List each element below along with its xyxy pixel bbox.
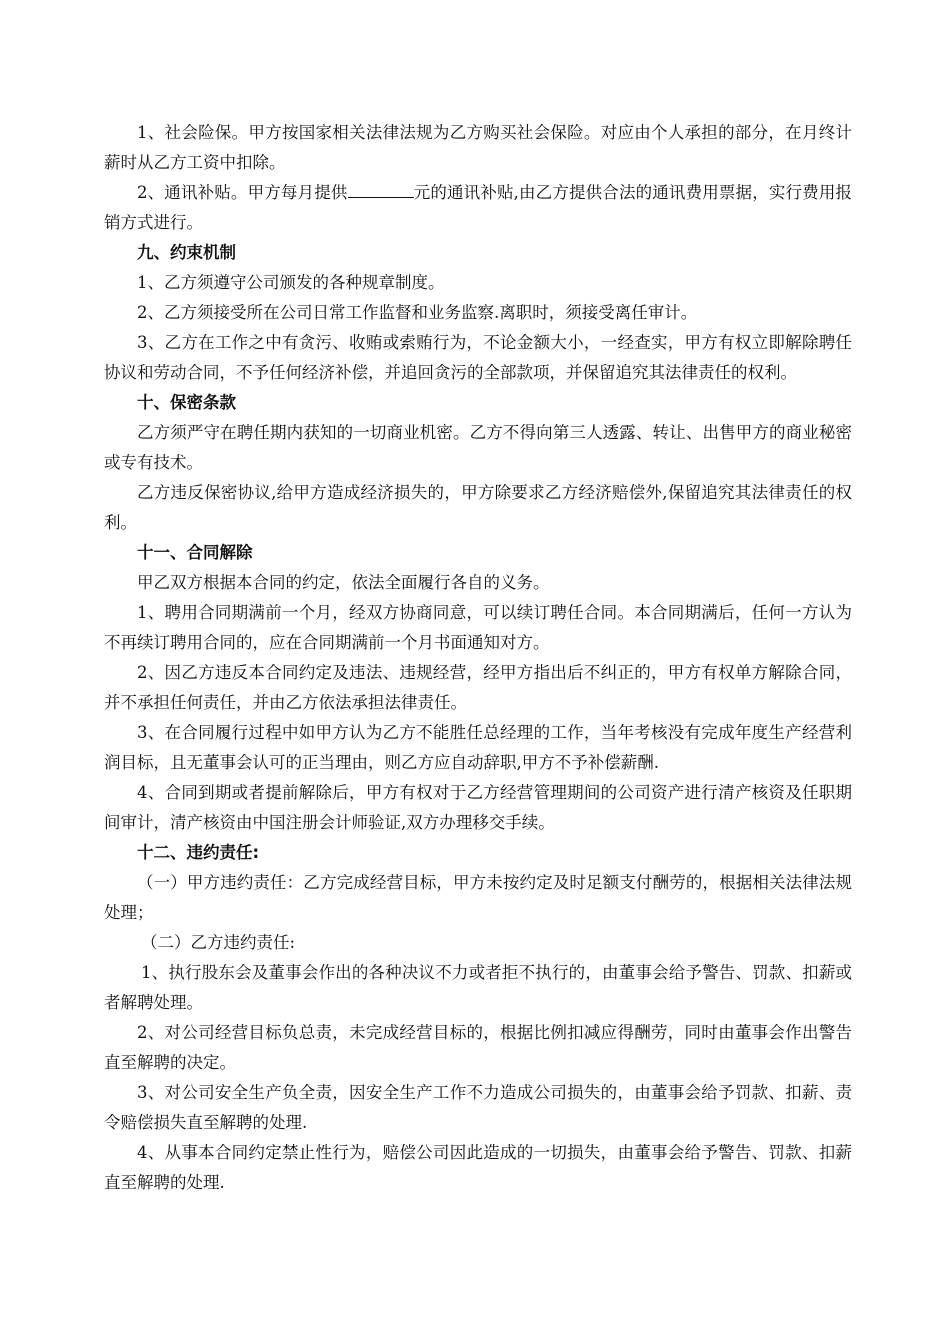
- paragraph-11-2: 2、因乙方违反本合同约定及违法、违规经营，经甲方指出后不纠正的，甲方有权单方解除合同，并不承担任何责任，并由乙方依法承担法律责任。: [104, 663, 852, 712]
- paragraph-10-1: 乙方须严守在聘任期内获知的一切商业机密。乙方不得向第三人透露、转让、出售甲方的商业秘密或专有技术。: [104, 423, 852, 472]
- paragraph-12-b-1: 1、执行股东会及董事会作出的各种决议不力或者拒不执行的，由董事会给予警告、罚款、扣薪或者解聘处理。: [104, 963, 852, 1012]
- paragraph-9-3: 3、乙方在工作之中有贪污、收贿或索贿行为，不论金额大小，一经查实，甲方有权立即解除聘任协议和劳动合同，不予任何经济补偿，并追回贪污的全部款项，并保留追究其法律责任的权利。: [104, 333, 852, 382]
- heading-section-10: 十、保密条款: [137, 393, 236, 412]
- paragraph-12-b-3: 3、对公司安全生产负全责，因安全生产工作不力造成公司损失的，由董事会给予罚款、扣薪、责令赔偿损失直至解聘的处理.: [104, 1083, 852, 1132]
- paragraph-9-1: 1、乙方须遵守公司颁发的各种规章制度。: [137, 273, 445, 292]
- paragraph-9-2: 2、乙方须接受所在公司日常工作监督和业务监察.离职时，须接受离任审计。: [137, 303, 698, 322]
- paragraph-12-party-a: （一）甲方违约责任：乙方完成经营目标，甲方未按约定及时足额支付酬劳的，根据相关法律法规处理；: [104, 873, 852, 922]
- heading-section-11: 十一、合同解除: [137, 543, 253, 562]
- paragraph-11-4: 4、合同到期或者提前解除后，甲方有权对于乙方经营管理期间的公司资产进行清产核资及任职期间审计，清产核资由中国注册会计师验证,双方办理移交手续。: [104, 783, 852, 832]
- paragraph-12-party-b-heading: （二）乙方违约责任:: [141, 933, 296, 952]
- paragraph-communication-subsidy: [104, 178, 852, 238]
- subsidy-amount-blank: [348, 179, 414, 198]
- subsidy-text-after: 元的通讯补贴,由乙方提供合法的通讯费用票据，实行费用报销方式进行。: [104, 183, 852, 232]
- paragraph-11-1: 1、聘用合同期满前一个月，经双方协商同意，可以续订聘任合同。本合同期满后，任何一方认为不再续订聘用合同的，应在合同期满前一个月书面通知对方。: [104, 603, 852, 652]
- paragraph-12-b-4: 4、从事本合同约定禁止性行为，赔偿公司因此造成的一切损失，由董事会给予警告、罚款、扣薪直至解聘的处理.: [104, 1143, 852, 1192]
- subsidy-text-before: 2、通讯补贴。甲方每月提供: [137, 183, 348, 202]
- paragraph-11-3: 3、在合同履行过程中如甲方认为乙方不能胜任总经理的工作，当年考核没有完成年度生产经营利润目标，且无董事会认可的正当理由，则乙方应自动辞职,甲方不予补偿薪酬.: [104, 723, 852, 772]
- paragraph-11-0: 甲乙双方根据本合同的约定，依法全面履行各自的义务。: [137, 573, 550, 592]
- document-body: [104, 118, 852, 1198]
- paragraph-social-insurance: 1、社会险保。甲方按国家相关法律法规为乙方购买社会保险。对应由个人承担的部分，在月终计薪时从乙方工资中扣除。: [104, 123, 852, 172]
- heading-section-9: 九、约束机制: [137, 243, 236, 262]
- paragraph-10-2: 乙方违反保密协议,给甲方造成经济损失的，甲方除要求乙方经济赔偿外,保留追究其法律责任的权利。: [104, 483, 852, 532]
- heading-section-12: 十二、违约责任:: [137, 843, 260, 862]
- paragraph-12-b-2: 2、对公司经营目标负总责，未完成经营目标的，根据比例扣减应得酬劳，同时由董事会作出警告直至解聘的决定。: [104, 1023, 852, 1072]
